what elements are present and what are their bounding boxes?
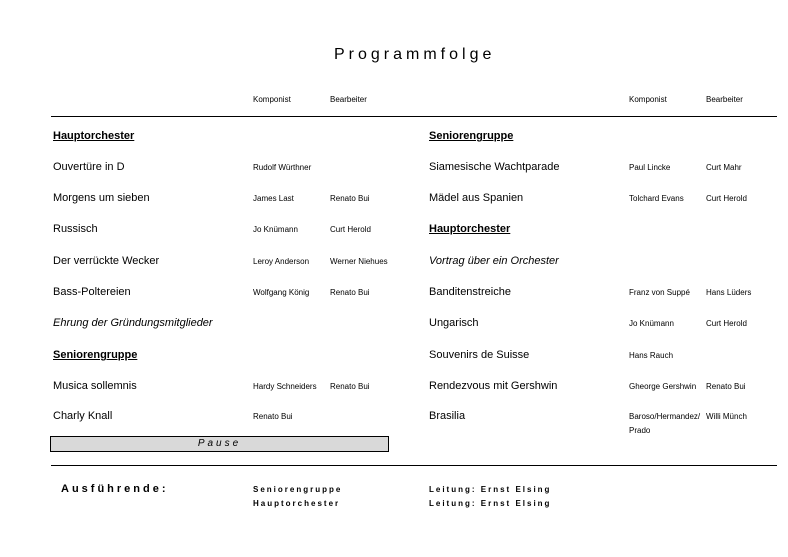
page-title: Programmfolge: [334, 46, 496, 63]
performers-label: Ausführende:: [61, 483, 169, 495]
composer: Baroso/Hermandez/: [629, 412, 701, 421]
arranger: Willi Münch: [706, 412, 747, 421]
header-komponist-right: Komponist: [629, 95, 667, 104]
arranger: Renato Bui: [330, 194, 370, 203]
composer: James Last: [253, 194, 294, 203]
program-title: Rendezvous mit Gershwin: [429, 380, 558, 392]
section-hauptorchester: Hauptorchester: [429, 223, 511, 235]
program-title: Morgens um sieben: [53, 192, 150, 204]
arranger: Curt Mahr: [706, 163, 742, 172]
composer: Hans Rauch: [629, 351, 674, 360]
program-title: Brasilia: [429, 410, 466, 422]
performer-leitung: Leitung: Ernst Elsing: [429, 485, 552, 494]
program-title: Der verrückte Wecker: [53, 255, 160, 267]
pause-bar: [50, 436, 389, 452]
program-title: Charly Knall: [53, 410, 113, 422]
composer: Rudolf Würthner: [253, 163, 312, 172]
program-note: Ehrung der Gründungsmitglieder: [53, 317, 213, 329]
composer: Jo Knümann: [253, 225, 298, 234]
performer-group: Hauptorchester: [253, 499, 341, 508]
header-bearbeiter-right: Bearbeiter: [706, 95, 743, 104]
program-title: Banditenstreiche: [429, 286, 511, 298]
arranger: Curt Herold: [330, 225, 371, 234]
composer-line2: Prado: [629, 426, 651, 435]
composer: Paul Lincke: [629, 163, 671, 172]
composer: Franz von Suppé: [629, 288, 690, 297]
program-title: Ungarisch: [429, 317, 479, 329]
section-seniorengruppe: Seniorengruppe: [429, 130, 514, 142]
performer-group: Seniorengruppe: [253, 485, 343, 494]
header-komponist-left: Komponist: [253, 95, 291, 104]
program-title: Musica sollemnis: [53, 380, 137, 392]
composer: Wolfgang König: [253, 288, 310, 297]
composer: Renato Bui: [253, 412, 293, 421]
composer: Leroy Anderson: [253, 257, 310, 266]
header-bearbeiter-left: Bearbeiter: [330, 95, 367, 104]
composer: Jo Knümann: [629, 319, 674, 328]
composer: Hardy Schneiders: [253, 382, 317, 391]
program-note: Vortrag über ein Orchester: [429, 255, 559, 267]
composer: Tolchard Evans: [629, 194, 684, 203]
performer-leitung: Leitung: Ernst Elsing: [429, 499, 552, 508]
arranger: Renato Bui: [330, 382, 370, 391]
arranger: Renato Bui: [330, 288, 370, 297]
section-seniorengruppe: Seniorengruppe: [53, 349, 138, 361]
arranger: Hans Lüders: [706, 288, 752, 297]
composer: Gheorge Gershwin: [629, 382, 697, 391]
program-title: Siamesische Wachtparade: [429, 161, 560, 173]
program-title: Russisch: [53, 223, 98, 235]
bottom-divider: [51, 465, 777, 466]
section-hauptorchester: Hauptorchester: [53, 130, 135, 142]
arranger: Curt Herold: [706, 194, 747, 203]
pause-label: Pause: [197, 438, 242, 449]
top-divider: [51, 116, 777, 117]
arranger: Renato Bui: [706, 382, 746, 391]
program-title: Ouvertüre in D: [53, 161, 125, 173]
program-title: Mädel aus Spanien: [429, 192, 524, 204]
program-title: Bass-Poltereien: [53, 286, 131, 298]
arranger: Werner Niehues: [330, 257, 388, 266]
arranger: Curt Herold: [706, 319, 747, 328]
program-title: Souvenirs de Suisse: [429, 349, 530, 361]
